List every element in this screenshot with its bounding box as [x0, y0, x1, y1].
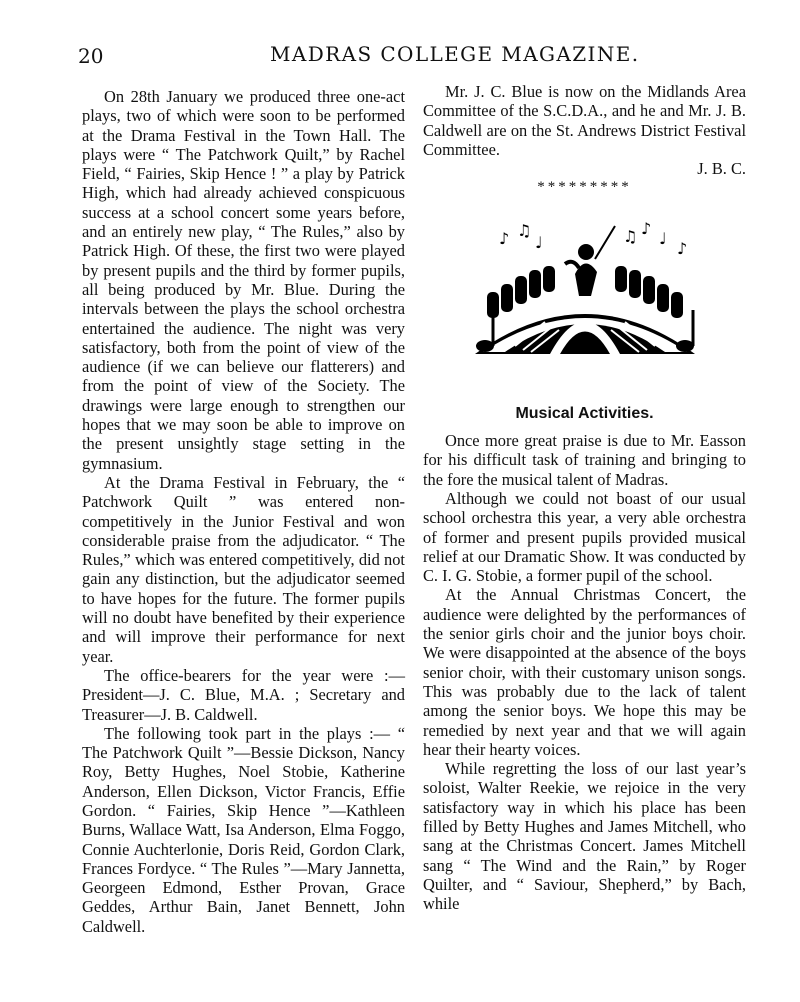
paragraph-easson-praise: Once more great praise is due to Mr. Easson for his difficult task of training and bringing to the fore the musical talent of Madras.: [423, 431, 746, 489]
paragraph-christmas-concert: At the Annual Christmas Concert, the audience were delighted by the performances of the senior girls choir and the junior boys choir. We were disappointed at the absence of the boys senior choir, with their customary unison songs. This was probably due to the lack of talent among the senior boys. We hope this may be remedied by next year and that we will again hear their hearty voices.: [423, 585, 746, 759]
svg-text:♪: ♪: [676, 238, 687, 258]
right-column: [423, 82, 746, 914]
svg-text:♫: ♫: [622, 226, 637, 246]
page-number: 20: [78, 44, 104, 68]
paragraph-cast-list: The following took part in the plays :— “ The Patchwork Quilt ”—Bessie Dickson, Nancy Roy, Betty Hughes, Noel Stobie, Katherine Anderson, Ellen Dickson, Victor Francis, Effie Gordon. “ Fairies, Skip Hence ”—Kathleen Burns, Wallace Watt, Isa Anderson, Elma Foggo, Connie Auchterlonie, Doris Reid, Gordon Clark, Frances Fordyce. “ The Rules ”—Mary Jannetta, Georgeen Edmond, Esther Provan, Grace Geddes, Arthur Bain, Janet Bennett, John Caldwell.: [82, 723, 405, 936]
choir-conductor-illustration-icon: [465, 214, 705, 364]
paragraph-orchestra: Although we could not boast of our usual school orchestra this year, a very able orchestra of former and present pupils provided musical relief at our Dramatic Show. It was conducted by C. I. G. Stobie, a former pupil of the school.: [423, 488, 746, 586]
svg-text:♫: ♫: [516, 220, 531, 240]
svg-text:♪: ♪: [640, 218, 651, 238]
left-column: [82, 87, 405, 936]
paragraph-office-bearers: The office-bearers for the year were :— President—J. C. Blue, M.A. ; Secretary and Treasurer—J. B. Caldwell.: [82, 665, 405, 724]
article-signature: J. B. C.: [697, 159, 746, 179]
section-separator: *********: [537, 179, 632, 196]
svg-text:♩: ♩: [534, 232, 543, 252]
running-title: MADRAS COLLEGE MAGAZINE.: [270, 42, 640, 66]
svg-text:♩: ♩: [658, 228, 667, 248]
paragraph-plays-january: On 28th January we produced three one-act plays, two of which were soon to be performed at the Drama Festival in the Town Hall. The plays were “ The Patchwork Quilt,” by Rachel Field, “ Fairies, Skip Hence ! ” a play by Patrick High, which had already achieved conspicuous success at a school concert some years before, and an entirely new play, “ The Rules,” also by Patrick High. Of these, the first two were played by present pupils and the third by former pupils, all being produced by Mr. Blue. During the intervals between the plays the school orchestra entertained the audience. The night was very satisfactory, both from the point of view of the audience (if we can believe our flatterers) and from the point of view of the Society. The drawings were large enough to strengthen our hopes that we may soon be able to improve on the present unsightly stage setting in the gymnasium.: [82, 87, 405, 473]
paragraph-drama-festival: At the Drama Festival in February, the “ Patchwork Quilt ” was entered non-competitively in the Junior Festival and won considerable praise from the adjudicator. “ The Rules,” which was entered competitively, did not gain any distinction, but the adjudicator seemed to have hopes for the future. The former pupils will no doubt have benefited by their experience and will improve their performance for next year.: [82, 472, 405, 666]
paragraph-committee: Mr. J. C. Blue is now on the Midlands Area Committee of the S.C.D.A., and he and Mr. J. B. Caldwell are on the St. Andrews District Festival Committee.: [423, 82, 746, 159]
svg-text:♪: ♪: [498, 228, 509, 248]
paragraph-soloists: While regretting the loss of our last year’s soloist, Walter Reekie, we rejoice in the very satisfactory way in which his place has been filled by Betty Hughes and James Mitchell, who sang at the Christmas Concert. James Mitchell sang “ The Wind and the Rain,” by Roger Quilter, and “ Saviour, Shepherd,” by Bach, while: [423, 759, 746, 914]
section-title-musical-activities: Musical Activities.: [515, 404, 654, 422]
